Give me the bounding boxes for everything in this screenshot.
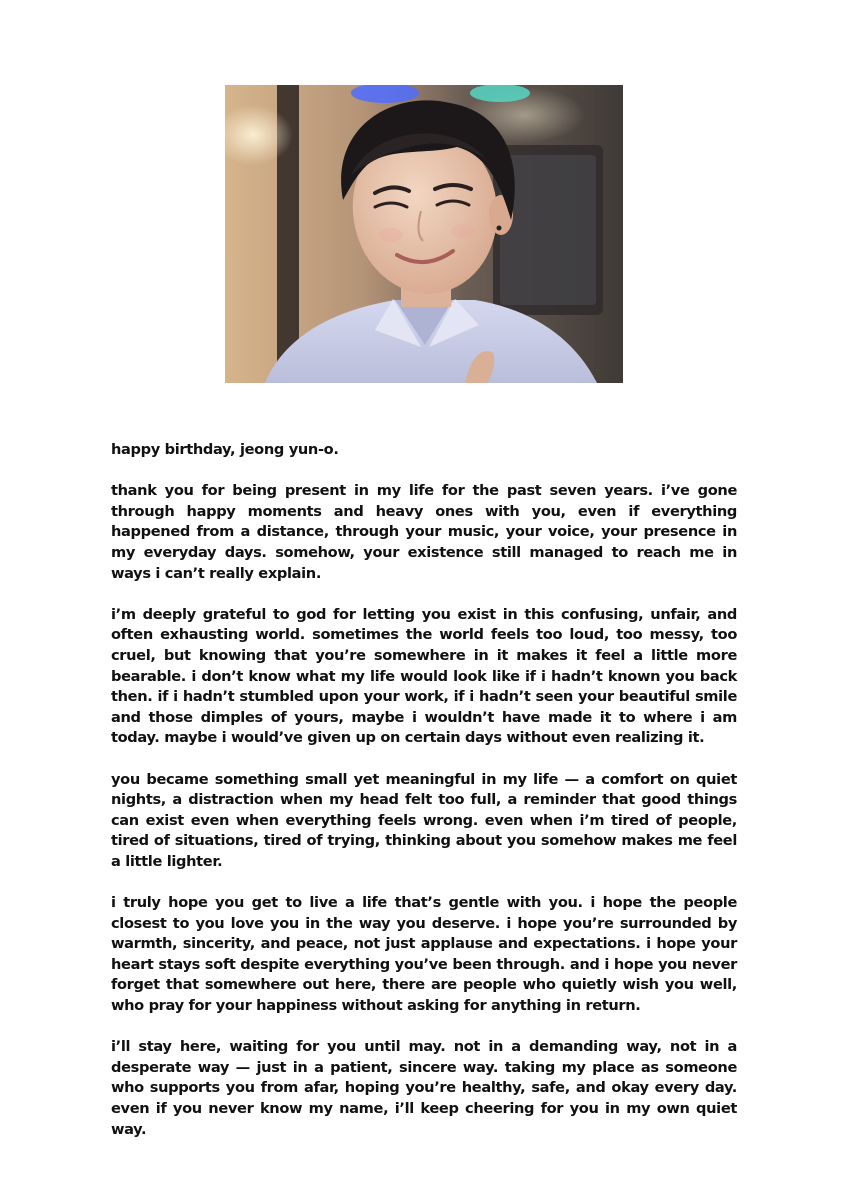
letter-paragraph: thank you for being present in my life for the past seven years. i’ve gone through happy moments and heavy ones with you, even if everything happened from a distance, through your music, your voice, your presence in my everyday days. somehow, your existence still managed to reach me in ways i can’t really explain. <box>111 482 737 582</box>
letter-paragraph: i’ll stay here, waiting for you until may. not in a demanding way, not in a desperate way — just in a patient, sincere way. taking my place as someone who supports you from afar, hoping you’re healthy, safe, and okay every day. even if you never know my name, i’ll keep cheering for you in my own quiet way. <box>111 1038 737 1138</box>
letter-paragraph: i’m deeply grateful to god for letting you exist in this confusing, unfair, and often exhausting world. sometimes the world feels too loud, too messy, too cruel, but knowing that you’re somewhere in it makes it feel a little more bearable. i don’t know what my life would look like if i hadn’t known you back then. if i hadn’t stumbled upon your work, if i hadn’t seen your beautiful smile and those dimples of yours, maybe i wouldn’t have made it to where i am today. maybe i would’ve given up on certain days without even realizing it. <box>111 605 737 747</box>
letter-paragraph: i truly hope you get to live a life that’s gentle with you. i hope the people closest to you love you in the way you deserve. i hope you’re surrounded by warmth, sincerity, and peace, not just applause and expectations. i hope your heart stays soft despite everything you’ve been through. and i hope you never forget that somewhere out here, there are people who quietly wish you well, who pray for your happiness without asking for anything in return. <box>111 894 737 1015</box>
portrait-photo <box>225 85 623 383</box>
letter-paragraph: you became something small yet meaningful in my life — a comfort on quiet nights, a distraction when my head felt too full, a reminder that good things can exist even when everything feels wrong. even when i’m tired of people, tired of situations, tired of trying, thinking about you somehow makes me feel a little lighter. <box>111 770 737 870</box>
letter-greeting: happy birthday, jeong yun-o. <box>111 441 339 458</box>
portrait-photo-illustration <box>225 85 623 383</box>
letter-body <box>111 440 737 1140</box>
